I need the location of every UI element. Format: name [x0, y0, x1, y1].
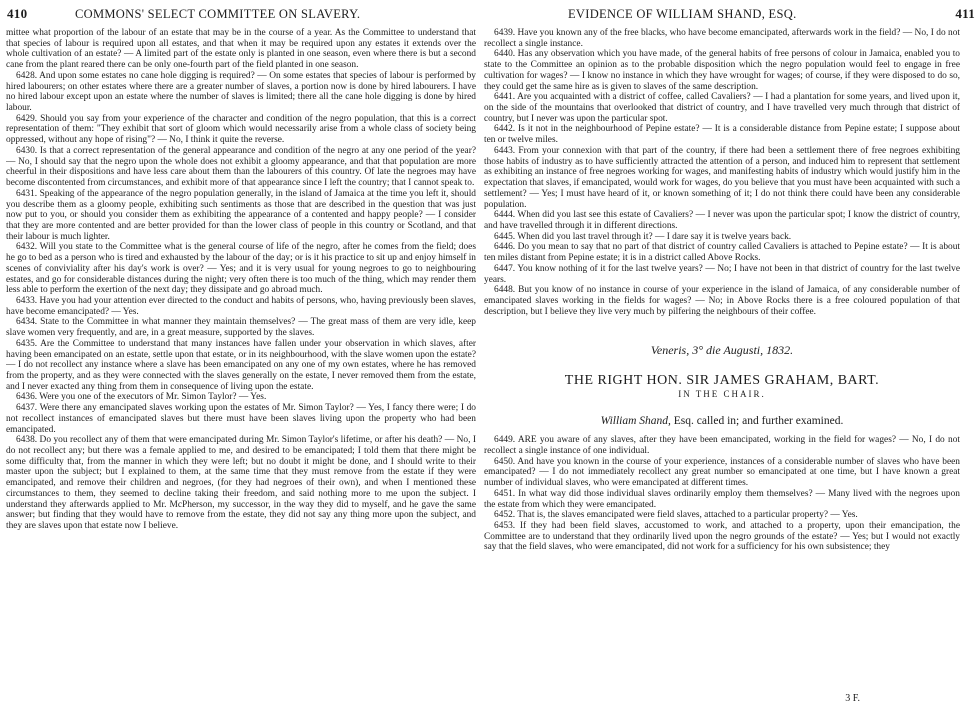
paragraph: 6452. That is, the slaves emancipated were field slaves, attached to a particular property? — Yes.: [494, 510, 858, 521]
chairman-name: THE RIGHT HON. SIR JAMES GRAHAM, BART.: [564, 373, 880, 389]
paragraph: 6446. Do you mean to say that no part of that district of country called Cavaliers is attached to Pepine estate? — It is about ten miles distant from Pepine estate; it is in a district called Above Rocks.: [484, 242, 960, 264]
paragraph: 6436. Were you one of the executors of Mr. Simon Taylor? — Yes.: [16, 392, 267, 403]
sitting-date: Veneris, 3° die Augusti, 1832.: [650, 343, 794, 358]
right-column: [484, 28, 960, 704]
paragraph: 6429. Should you say from your experience of the character and condition of the negro population, that this is a correct representation of them: "They exhibit that sort of gloom which would necessarily arise from a whole class of society being oppressed, without any hope of rising"? — No, I think it quite the reverse.: [6, 113, 476, 146]
paragraph: 6445. When did you last travel through it? — I dare say it is twelve years back.: [494, 231, 792, 242]
left-page-number: 410: [7, 6, 28, 21]
paragraph: 6441. Are you acquainted with a district of coffee, called Cavaliers? — I had a plantation for some years, and lived upon it, on the side of the mountains that overlooked that district of country, and I have travelled very much through that district of country, but I never was upon the particular spot.: [484, 92, 960, 124]
right-page-number: 411: [955, 6, 975, 21]
paragraph: 6440. Has any observation which you have made, of the general habits of free persons of colour in Jamaica, enabled you to state to the Committee an opinion as to the probable disposition which the negro population would feel to engage in free cultivation for wages? — I know no instance in which they have wrought for wages; of course, if they were disposed to do so, they could get the same hire as is given to slaves of the same description.: [484, 49, 960, 92]
paragraph: 6438. Do you recollect any of them that were emancipated during Mr. Simon Taylor's lifetime, or after his death? — No, I do not recollect any; but there was a female applied to me, and desired to be emancipated; I told them that there might be some difficulty that, from the manner in which they were left; but no doubt it might be done, and I should write to their master upon the subject; but I explained to them, at the same time that they must remove from the estate if they were emancipated, and remove their children and negroes, (for they had negroes of their own), and when I mentioned these circumstances to them, they seemed to decline taking their freedom, and said nothing more to me upon the subject. I understand they afterwards applied to Mr. McPherson, my successor, in the way they did to myself, and he gave the same answer; but finding that they would have to remove from the estate, they did not say any thing more upon the subject, and they are slaves upon that estate now I believe.: [6, 435, 476, 532]
paragraph: 6443. From your connexion with that part of the country, if there had been a settlement there of free negroes exhibiting those habits of industry as to have sufficiently attracted the attention of a person, and induced him to represent that settlement as exhibiting an instance of free negroes working for wages, and manifesting habits of industry which would justify him in the expectation that slaves, if emancipated, would work for wages, do you believe that you must have been acquainted with such a settlement? — Yes; I must have heard of it, or known something of it; I do not think there could have been any considerable population.: [484, 145, 960, 210]
paragraph: 6434. State to the Committee in what manner they maintain themselves? — The great mass of them are very idle, keep slave women very frequently, and are, in a great measure, supported by the slaves.: [6, 317, 476, 339]
paragraph: 6428. And upon some estates no cane hole digging is required? — On some estates that species of labour is performed by hired labourers; on other estates where there are a greater number of slaves, a portion now is done by hired labourers. I have no hired labour except upon an estate where the number of slaves is limited; there all the cane hole digging is done by hired labour.: [6, 70, 476, 114]
witness-name: William Shand,: [600, 414, 671, 427]
paragraph: 6444. When did you last see this estate of Cavaliers? — I never was upon the particular spot; I know the district of country, and have travelled through it in different directions.: [484, 210, 960, 231]
signature-mark: 3 F.: [845, 693, 860, 704]
paragraph: 6449. ARE you aware of any slaves, after they have been emancipated, working in the field for wages? — No, I do not recollect a single instance of one individual.: [484, 435, 960, 456]
chair-line: IN THE CHAIR.: [678, 388, 766, 399]
witness-status: Esq. called in; and further examined.: [670, 414, 844, 427]
paragraph: 6437. Were there any emancipated slaves working upon the estates of Mr. Simon Taylor? — Yes, I fancy there were; I do not recollect instances of emancipated slaves but there must have been slaves living upon the property who had been emancipated.: [6, 403, 476, 435]
paragraph: 6450. And have you known in the course of your experience, instances of a considerable number of slaves who have been emancipated? — I do not immediately recollect any great number so emancipated at one time, but I have known a great number of individual slaves, who were emancipated at different times.: [484, 456, 960, 489]
paragraph: 6448. But you know of no instance in course of your experience in the island of Jamaica, of any considerable number of emancipated slaves working in the fields for wages? — No; in Above Rocks there is a free coloured population of that description, but I believe they live very much by pilfering the neighbours of their coffee.: [484, 285, 960, 317]
paragraph: 6453. If they had been field slaves, accustomed to work, and attached to a property, upon their emancipation, the Committee are to understand that they ordinarily lived upon the negro grounds of the estate? — Yes; but I would not exactly say that the field slaves, who were emancipated, did not work for a sufficiency for his own subsistence; they: [484, 521, 960, 553]
witness-line: [484, 416, 960, 427]
paragraph: 6432. Will you state to the Committee what is the general course of life of the negro, after he comes from the field; does he go to bed as a person who is tired and exhausted by the labour of the day; or is it his practice to sit up and enjoy himself in scenes of conviviality after his day's work is over? — Yes; and it is very usual for young negroes to go to neighbouring estates, and go for considerable distances during the night; very often there is too much of the thing, which may render them less able to perform the exertion of the next day; they dissipate and go abroad much.: [6, 242, 476, 296]
paragraph: 6447. You know nothing of it for the last twelve years? — No; I have not been in that district of country for the last twelve years.: [484, 263, 960, 285]
paragraph: 6431. Speaking of the appearance of the negro population generally, in the island of Jamaica at the time you left it, should you describe them as a gloomy people, exhibiting such sentiments as those that are described in the question that was just now put to you, or should you consider them as exhibiting the appearance of a contented and happy people? — I consider that they are more contented and are better provided for than the lower class of people in this country or Scotland, and that their labour is much lighter.: [6, 188, 476, 242]
left-running-title: COMMONS' SELECT COMMITTEE ON SLAVERY.: [75, 7, 361, 21]
paragraph: 6451. In what way did those individual slaves ordinarily employ them themselves? — Many lived with the negroes upon the estate from which they were emancipated.: [484, 488, 960, 510]
left-page-header: [7, 6, 477, 22]
right-page-header: [480, 6, 975, 22]
paragraph: 6439. Have you known any of the free blacks, who have become emancipated, afterwards work in the field? — No, I do not recollect a single instance.: [484, 28, 960, 49]
paragraph: 6433. Have you had your attention ever directed to the conduct and habits of persons, who, having previously been slaves, have become emancipated? — Yes.: [6, 295, 476, 317]
paragraph: 6430. Is that a correct representation of the general appearance and condition of the negro at any one period of the year? — No, I should say that the negro upon the whole does not exhibit a gloomy appearance, and that that population are more cheerful in their dispositions and have less care about them than the labourers of this country. Of late the negroes may have become discontented from circumstances, and exhibit more of that appearance since I left the country; that I cannot speak to.: [6, 145, 476, 189]
paragraph: 6442. Is it not in the neighbourhood of Pepine estate? — It is a considerable distance from Pepine estate; I suppose about ten or twelve miles.: [484, 124, 960, 146]
paragraph: 6435. Are the Committee to understand that many instances have fallen under your observation in which slaves, after having been emancipated on an estate, settle upon that estate, or in its neighbourhood, with the slave women upon the estate? — I do not recollect any instance where a slave has been emancipated on any one of my own estates, where he has removed from the property, and as they were connected with the slaves generally on the estate, I never removed them from the estate, and I never exacted any thing from them in consequence of living upon the estate.: [6, 338, 476, 392]
left-column: [6, 28, 476, 704]
right-running-title: EVIDENCE OF WILLIAM SHAND, ESQ.: [568, 7, 797, 21]
paragraph: mittee what proportion of the labour of an estate that may be in the course of a year. As the Committee to understand that that species of labour is required upon all estates, and that when it may be required upon any estates it extends over the whole cultivation of an estate? — A limited part of the estate only is planted in one season, even where there is but a second cane from the plant reared there can be only one-fourth part of the field planted in one season.: [6, 28, 476, 71]
